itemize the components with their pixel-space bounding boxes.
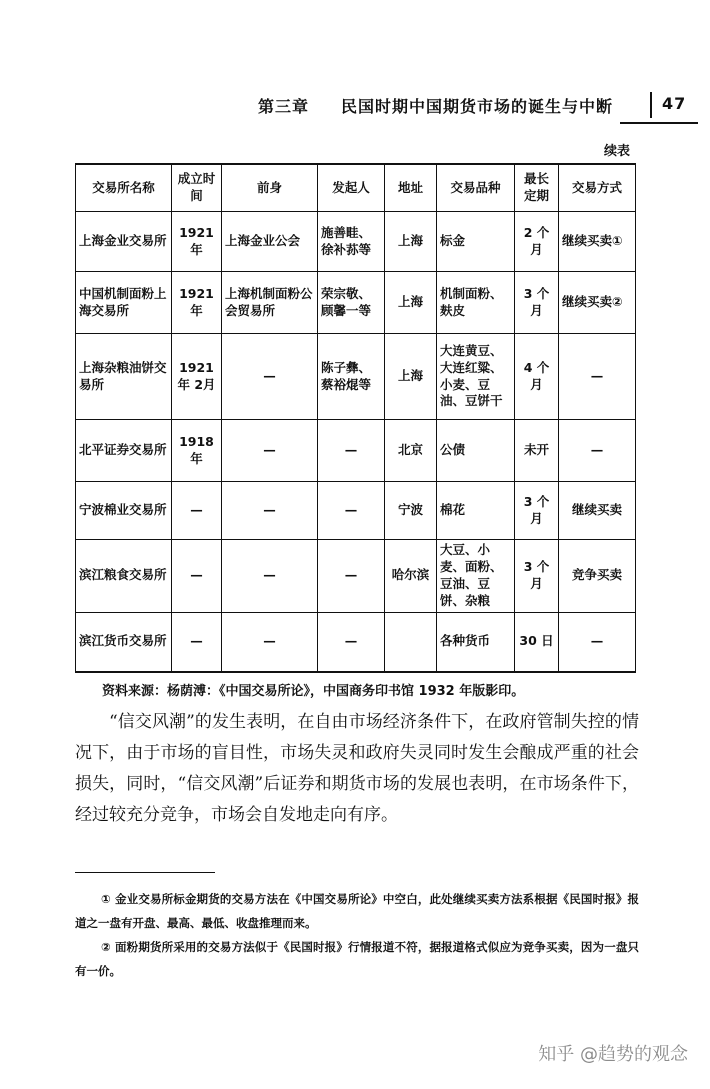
table-source-note: 资料来源：杨荫溥：《中国交易所论》，中国商务印书馆 1932 年版影印。 [102, 684, 525, 699]
cell-name: 宁波棉业交易所 [76, 482, 172, 540]
cell-founded: 1921 年 2月 [172, 334, 222, 420]
cell-commodities: 标金 [437, 212, 515, 272]
cell-max-term: 30 日 [515, 612, 559, 672]
cell-predecessor: — [222, 482, 318, 540]
cell-predecessor: — [222, 540, 318, 613]
cell-name: 滨江货币交易所 [76, 612, 172, 672]
table-row [76, 482, 636, 540]
table-row [76, 212, 636, 272]
col-header-founded: 成立时间 [172, 164, 222, 212]
footnote-1: ① 金业交易所标金期货的交易方法在《中国交易所论》中空白，此处继续买卖方法系根据《民国时报》报道之一盘有开盘、最高、最低、收盘推理而来。 [75, 892, 639, 930]
watermark: 知乎 @趋势的观念 [538, 1044, 688, 1065]
header-divider [650, 92, 652, 118]
cell-predecessor: — [222, 334, 318, 420]
cell-trading-method: 继续买卖 [559, 482, 636, 540]
cell-predecessor: — [222, 612, 318, 672]
cell-commodities: 公债 [437, 420, 515, 482]
cell-trading-method: — [559, 612, 636, 672]
cell-commodities: 大豆、小麦、面粉、豆油、豆饼、杂粮 [437, 540, 515, 613]
cell-max-term: 4 个月 [515, 334, 559, 420]
exchange-table [75, 163, 636, 673]
cell-location: 宁波 [385, 482, 437, 540]
col-header-name: 交易所名称 [76, 164, 172, 212]
cell-founded: 1918 年 [172, 420, 222, 482]
footnote-separator [75, 872, 215, 873]
cell-location: 北京 [385, 420, 437, 482]
header-rule [620, 122, 698, 124]
cell-trading-method: — [559, 420, 636, 482]
cell-name: 滨江粮食交易所 [76, 540, 172, 613]
cell-founders: 陈子彝、蔡裕焜等 [318, 334, 385, 420]
table-header-row [76, 164, 636, 212]
cell-name: 中国机制面粉上海交易所 [76, 272, 172, 334]
table-row [76, 420, 636, 482]
cell-location: 上海 [385, 212, 437, 272]
cell-max-term: 未开 [515, 420, 559, 482]
cell-founders: 荣宗敬、顾馨一等 [318, 272, 385, 334]
cell-founders: — [318, 612, 385, 672]
continued-table-label: 续表 [603, 144, 630, 159]
footnote-2: ② 面粉期货所采用的交易方法似于《民国时报》行情报道不符，据报道格式似应为竞争买卖，因为一盘只有一价。 [75, 940, 639, 978]
cell-trading-method: 竞争买卖 [559, 540, 636, 613]
cell-name: 北平证券交易所 [76, 420, 172, 482]
cell-founded: 1921 年 [172, 272, 222, 334]
table-row [76, 612, 636, 672]
page-number: 47 [662, 94, 687, 113]
cell-founded: — [172, 612, 222, 672]
col-header-commodities: 交易品种 [437, 164, 515, 212]
table-row [76, 334, 636, 420]
cell-founded: 1921 年 [172, 212, 222, 272]
cell-trading-method: 继续买卖② [559, 272, 636, 334]
running-head [258, 92, 698, 122]
col-header-predecessor: 前身 [222, 164, 318, 212]
cell-max-term: 2 个月 [515, 212, 559, 272]
cell-location: 上海 [385, 334, 437, 420]
cell-name: 上海杂粮油饼交易所 [76, 334, 172, 420]
cell-predecessor: 上海机制面粉公会贸易所 [222, 272, 318, 334]
cell-founders: 施善畦、徐补荪等 [318, 212, 385, 272]
col-header-trading-method: 交易方式 [559, 164, 636, 212]
table-row [76, 272, 636, 334]
cell-name: 上海金业交易所 [76, 212, 172, 272]
cell-trading-method: — [559, 334, 636, 420]
cell-founded: — [172, 482, 222, 540]
cell-founders: — [318, 420, 385, 482]
cell-founders: — [318, 540, 385, 613]
chapter-label: 第三章 [258, 97, 310, 116]
cell-max-term: 3 个月 [515, 272, 559, 334]
cell-founders: — [318, 482, 385, 540]
body-paragraph: “信交风潮”的发生表明，在自由市场经济条件下，在政府管制失控的情况下，由于市场的盲目性，市场失灵和政府失灵同时发生会酿成严重的社会损失，同时，“信交风潮”后证券和期货市场的发展也表明，在市场条件下，经过较充分竞争，市场会自发地走向有序。 [75, 712, 639, 825]
cell-location: 哈尔滨 [385, 540, 437, 613]
cell-trading-method: 继续买卖① [559, 212, 636, 272]
col-header-max-term: 最长定期 [515, 164, 559, 212]
col-header-location: 地址 [385, 164, 437, 212]
cell-predecessor: 上海金业公会 [222, 212, 318, 272]
cell-max-term: 3 个月 [515, 482, 559, 540]
chapter-title: 民国时期中国期货市场的诞生与中断 [341, 97, 614, 116]
cell-commodities: 各种货币 [437, 612, 515, 672]
cell-max-term: 3 个月 [515, 540, 559, 613]
cell-predecessor: — [222, 420, 318, 482]
cell-commodities: 大连黄豆、大连红粱、小麦、豆油、豆饼干 [437, 334, 515, 420]
cell-commodities: 棉花 [437, 482, 515, 540]
cell-founded: — [172, 540, 222, 613]
table-row [76, 540, 636, 613]
cell-commodities: 机制面粉、麸皮 [437, 272, 515, 334]
cell-location: 上海 [385, 272, 437, 334]
cell-location [385, 612, 437, 672]
col-header-founders: 发起人 [318, 164, 385, 212]
